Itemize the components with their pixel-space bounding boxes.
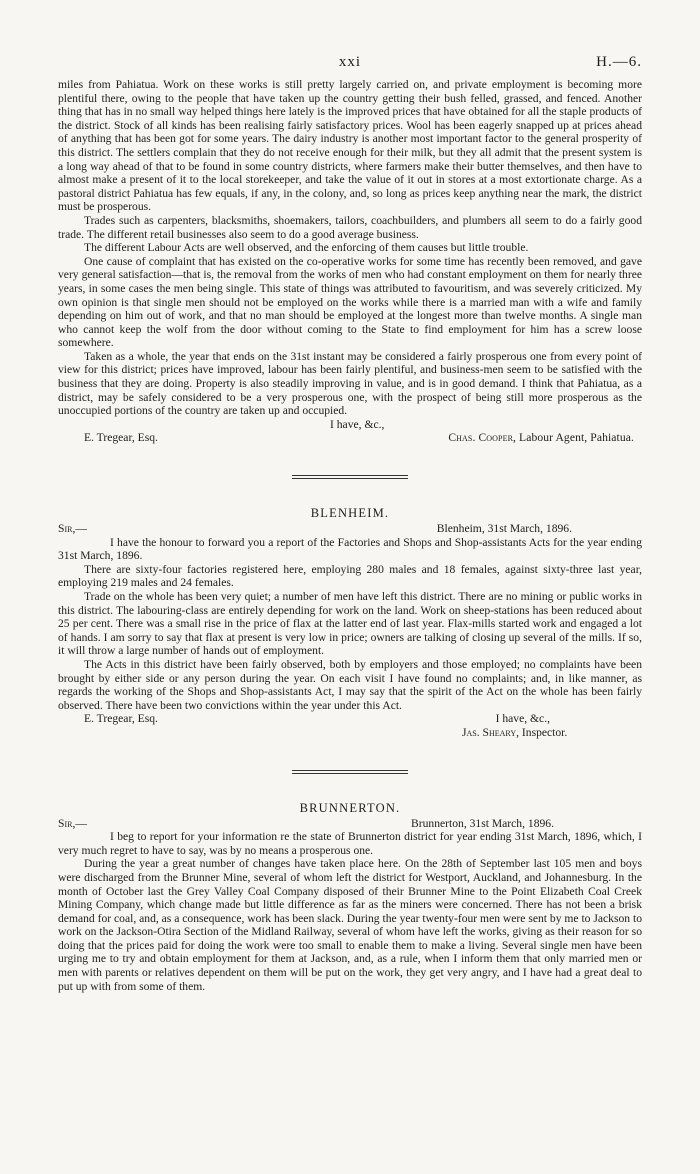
section-divider	[292, 770, 408, 774]
section-title: BLENHEIM.	[310, 506, 390, 521]
paragraph: miles from Pahiatua. Work on these works is still pretty largely carried on, and private employment is becoming more plentiful there, owing to the people that have taken up the country getting their bush felled, grassed, and fenced. Another thing that has in no small way helped things here lately is the improved prices that have obtained for all the staple products of the district. Stock of all kinds has been realising fairly satisfactory prices. Wool has been eagerly snapped up at prices ahead of anything that has been got for some years. The dairy industry is another most important factor to the general prosperity of this district. The settlers complain that they do not receive enough for their milk, but they all admit that the present system is a long way ahead of that to be found in some country districts, where farmers make their butter themselves, and then have to almost make a present of it to the local storekeeper, and take the value of it out in stores at a most extortionate charge. As a pastoral district Pahiatua has few equals, if any, in the colony, and, so long as prices keep anything near the mark, the district must be prosperous.	[58, 78, 642, 214]
page-number: xxi	[338, 54, 362, 70]
dateline: Brunnerton, 31st March, 1896.	[411, 816, 554, 830]
pahiatua-report	[58, 78, 642, 445]
blenheim-report	[58, 506, 642, 740]
signature-line	[58, 431, 642, 445]
paragraph: Taken as a whole, the year that ends on the 31st instant may be considered a fairly prosperous one from every point of view for this district; prices have improved, labour has been fairly plentiful, and business-men seem to be satisfied with the business that they are doing. Property is also steadily improving in value, and is in good demand. I think that Pahiatua, as a district, may be safely considered to be a very prosperous one, with the prospect of being still more prosperous as the unoccupied portions of the country are taken up and occupied.	[58, 349, 642, 418]
salutation: Sir,—	[58, 522, 87, 536]
salutation: Sir,—	[58, 816, 87, 830]
sender	[58, 726, 642, 740]
sender-name: Jas. Sheary	[462, 725, 517, 739]
closing: I have, &c.,	[495, 712, 550, 726]
closing: I have, &c.,	[330, 417, 385, 431]
dateline: Blenheim, 31st March, 1896.	[436, 522, 572, 536]
paragraph: The different Labour Acts are well observed, and the enforcing of them causes but little trouble.	[84, 241, 529, 255]
section-title: BRUNNERTON.	[299, 800, 401, 815]
sender-title: , Labour Agent, Pahiatua.	[513, 431, 634, 445]
sender	[448, 431, 634, 445]
addressee: E. Tregear, Esq.	[84, 431, 158, 445]
paragraph: One cause of complaint that has existed on the co-operative works for some time has recently been removed, and gave very general satisfaction—that is, the removal from the works of men who had constant employment on them for nearly three years, in some cases the men being single. This state of things was attributed to favouritism, and was severely criticized. My own opinion is that single men should not be employed on the works while there is a married man with a wife and family depending on him out of work, and that no man should be employed at the longest more than twelve months. A single man who cannot keep the wolf from the door without coming to the State to find employment for him has a screw loose somewhere.	[58, 254, 642, 350]
paragraph: The Acts in this district have been fairly observed, both by employers and those employed; no complaints have been brought by either side or any person during the year. On each visit I have found no complaints; and, in like manner, as regards the working of the Shops and Shop-assistants Act, I may say that the spirit of the Act on the whole has been fairly observed. There have been two convictions within the year under this Act.	[58, 657, 642, 712]
section-divider	[292, 475, 408, 479]
sender-title: , Inspector.	[516, 725, 568, 739]
paragraph: During the year a great number of changes have taken place here. On the 28th of September last 105 men and boys were discharged from the Brunner Mine, several of whom left the district for Westport, Auckland, and Johannesburg. In the month of October last the Grey Valley Coal Company disposed of their Brunner Mine to the Point Elizabeth Coal Creek Mining Company, which change made but little difference as far as the miners were concerned. There has not been a brisk demand for coal, and, as a consequence, work has been slack. During the year twenty-four men were sent by me to Jackson to work on the Jackson-Otira Section of the Midland Railway, several of whom have left the works, giving as their reason for so doing that the prices paid for doing the work were too small to enable them to make a living. Several single men have been urging me to try and obtain employment for them at Jackson, and, as a rule, when I inform them that only married men or men with parents or relatives dependent on them will be put on the work, they get very angry, and I have had a great deal to put up with from some of them.	[58, 857, 642, 993]
signature-line	[58, 712, 642, 726]
paragraph: I beg to report for your information re the state of Brunnerton district for year ending 31st March, 1896, which, I very much regret to have to say, was by no means a prosperous one.	[58, 830, 642, 857]
paragraph: There are sixty-four factories registered here, employing 280 males and 18 females, against sixty-three last year, employing 219 males and 24 females.	[58, 562, 642, 590]
dateline-row	[58, 817, 642, 831]
document-reference: H.—6.	[596, 54, 642, 70]
page-header	[58, 0, 642, 78]
paragraph: Trade on the whole has been very quiet; a number of men have left this district. There are no mining or public works in this district. The labouring-class are entirely depending for work on the land. Work on sheep-stations has been reduced about 25 per cent. There was a small rise in the price of flax at the latter end of last year. Flax-mills started work and engaged a lot of hands. I am sorry to say that flax at present is very low in price; owners are talking of closing up several of the mills. If so, it will throw a large number of hands out of employment.	[58, 590, 642, 658]
dateline-row	[58, 522, 642, 536]
paragraph: Trades such as carpenters, blacksmiths, shoemakers, tailors, coachbuilders, and plumbers all seem to do a fairly good trade. The different retail businesses also seem to do a good average business.	[58, 213, 642, 241]
brunnerton-report	[58, 801, 642, 994]
paragraph: I have the honour to forward you a report of the Factories and Shops and Shop-assistants Acts for the year ending 31st March, 1896.	[58, 535, 642, 563]
sender-name: Chas. Cooper	[448, 431, 514, 445]
addressee: E. Tregear, Esq.	[84, 712, 158, 726]
